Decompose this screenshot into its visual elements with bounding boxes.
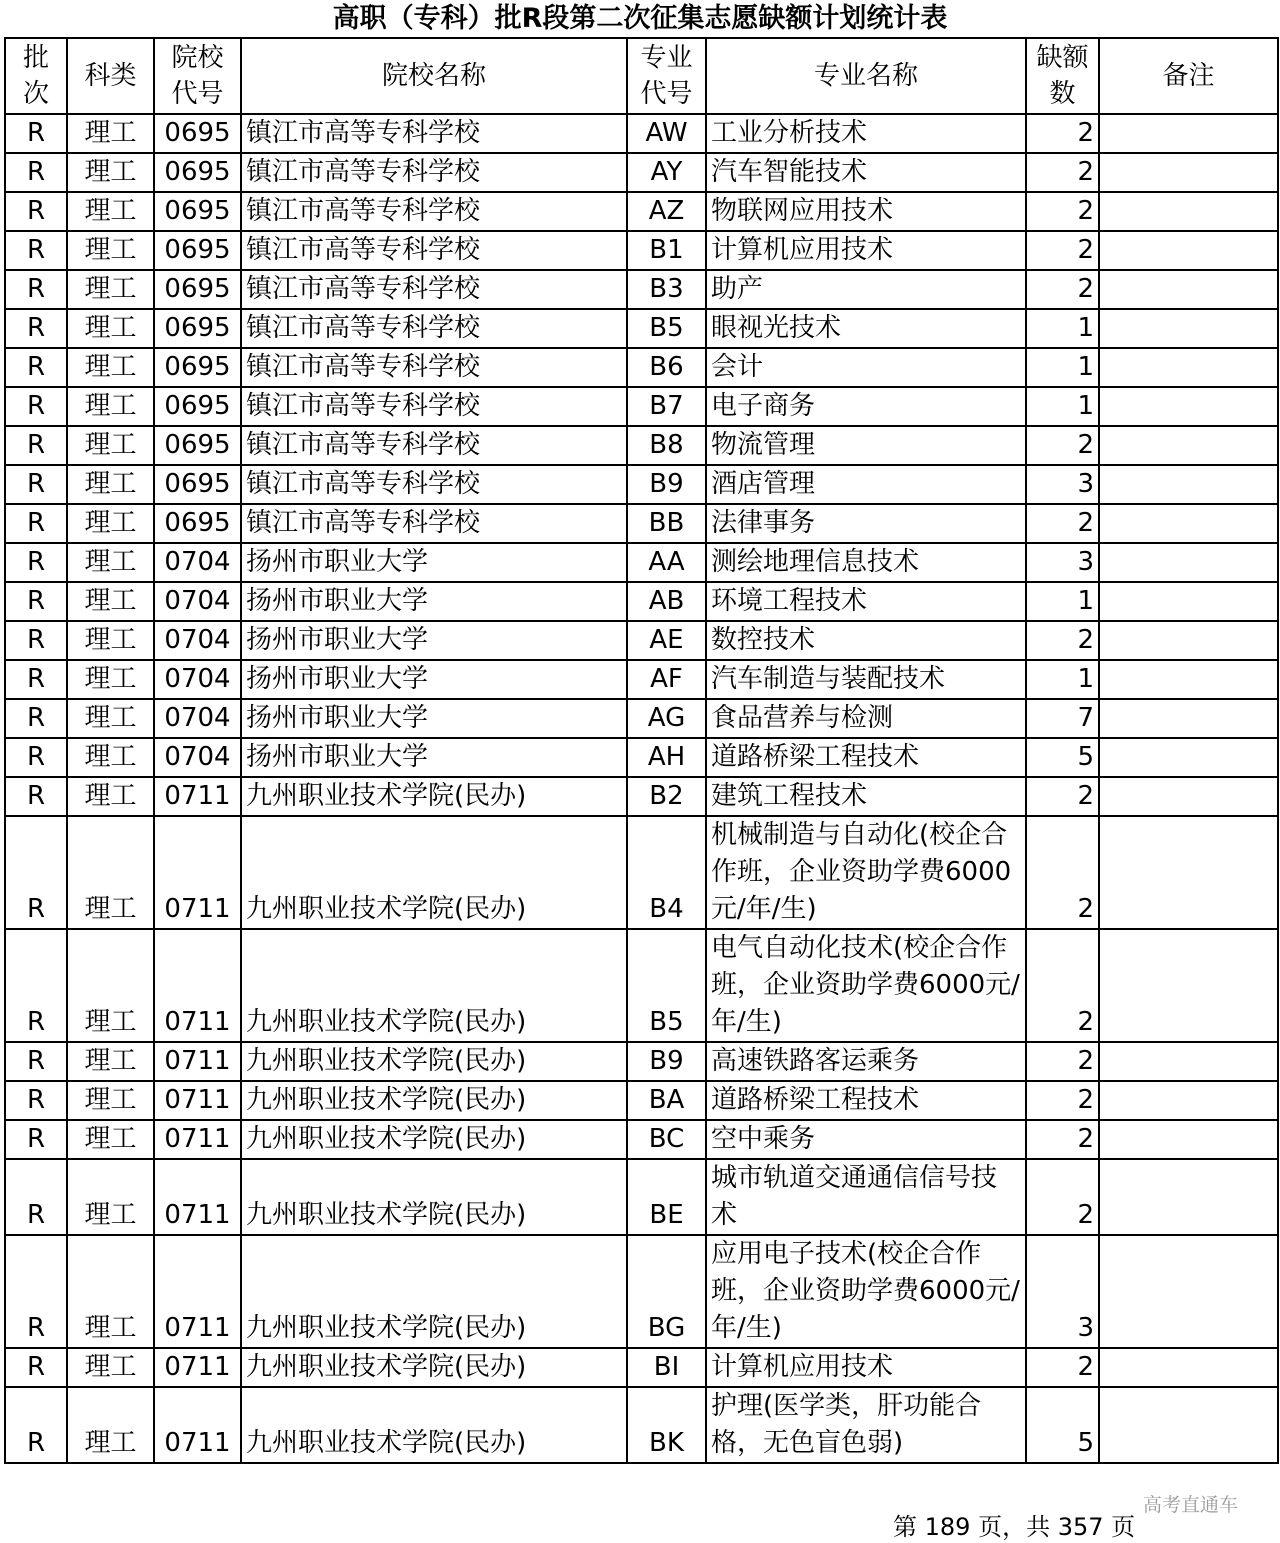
- table-row: [5, 1387, 1278, 1463]
- cell-batch: R: [5, 543, 67, 582]
- cell-major-name: 数控技术: [706, 621, 1026, 660]
- cell-remarks: [1099, 192, 1278, 231]
- cell-batch: R: [5, 270, 67, 309]
- cell-major-name: 物流管理: [706, 426, 1026, 465]
- cell-remarks: [1099, 1081, 1278, 1120]
- cell-category: 理工: [67, 153, 154, 192]
- cell-category: 理工: [67, 348, 154, 387]
- cell-batch: R: [5, 348, 67, 387]
- cell-school-code: 0695: [154, 465, 241, 504]
- cell-school-name: 扬州市职业大学: [241, 543, 627, 582]
- table-row: [5, 348, 1278, 387]
- cell-category: 理工: [67, 1387, 154, 1463]
- cell-vacancies: 3: [1026, 543, 1099, 582]
- table-row: [5, 114, 1278, 153]
- cell-category: 理工: [67, 1081, 154, 1120]
- cell-major-code: B5: [627, 929, 706, 1042]
- header-school-code: 院校代号: [154, 38, 241, 114]
- cell-vacancies: 2: [1026, 816, 1099, 929]
- table-row: [5, 699, 1278, 738]
- cell-batch: R: [5, 231, 67, 270]
- cell-category: 理工: [67, 816, 154, 929]
- cell-major-code: B3: [627, 270, 706, 309]
- cell-vacancies: 2: [1026, 1348, 1099, 1387]
- cell-remarks: [1099, 1235, 1278, 1348]
- cell-school-name: 镇江市高等专科学校: [241, 114, 627, 153]
- cell-major-code: BG: [627, 1235, 706, 1348]
- cell-major-name: 法律事务: [706, 504, 1026, 543]
- cell-school-name: 九州职业技术学院(民办): [241, 929, 627, 1042]
- header-batch: 批次: [5, 38, 67, 114]
- cell-major-name: 助产: [706, 270, 1026, 309]
- cell-major-code: B1: [627, 231, 706, 270]
- table-row: [5, 929, 1278, 1042]
- cell-batch: R: [5, 777, 67, 816]
- table-row: [5, 1235, 1278, 1348]
- cell-major-name: 电子商务: [706, 387, 1026, 426]
- cell-school-name: 九州职业技术学院(民办): [241, 1387, 627, 1463]
- cell-batch: R: [5, 465, 67, 504]
- cell-major-name: 环境工程技术: [706, 582, 1026, 621]
- cell-batch: R: [5, 1387, 67, 1463]
- table-row: [5, 192, 1278, 231]
- cell-major-name: 食品营养与检测: [706, 699, 1026, 738]
- cell-school-code: 0711: [154, 1042, 241, 1081]
- cell-vacancies: 2: [1026, 929, 1099, 1042]
- page-title: 高职（专科）批R段第二次征集志愿缺额计划统计表: [332, 3, 948, 34]
- table-row: [5, 660, 1278, 699]
- cell-batch: R: [5, 114, 67, 153]
- cell-vacancies: 2: [1026, 426, 1099, 465]
- cell-major-code: AW: [627, 114, 706, 153]
- header-major-name: 专业名称: [706, 38, 1026, 114]
- cell-vacancies: 3: [1026, 465, 1099, 504]
- cell-major-code: AZ: [627, 192, 706, 231]
- cell-vacancies: 2: [1026, 153, 1099, 192]
- cell-remarks: [1099, 465, 1278, 504]
- cell-school-code: 0695: [154, 153, 241, 192]
- cell-school-code: 0704: [154, 621, 241, 660]
- table-row: [5, 777, 1278, 816]
- cell-major-code: BK: [627, 1387, 706, 1463]
- cell-major-name: 测绘地理信息技术: [706, 543, 1026, 582]
- cell-category: 理工: [67, 699, 154, 738]
- cell-major-code: B5: [627, 309, 706, 348]
- cell-school-name: 九州职业技术学院(民办): [241, 777, 627, 816]
- cell-vacancies: 2: [1026, 1120, 1099, 1159]
- cell-batch: R: [5, 387, 67, 426]
- cell-major-code: AE: [627, 621, 706, 660]
- cell-school-name: 扬州市职业大学: [241, 582, 627, 621]
- cell-batch: R: [5, 1348, 67, 1387]
- cell-school-name: 九州职业技术学院(民办): [241, 816, 627, 929]
- cell-category: 理工: [67, 621, 154, 660]
- cell-school-code: 0704: [154, 699, 241, 738]
- cell-major-name: 工业分析技术: [706, 114, 1026, 153]
- table-row: [5, 1042, 1278, 1081]
- cell-major-code: BE: [627, 1159, 706, 1235]
- cell-school-name: 镇江市高等专科学校: [241, 309, 627, 348]
- cell-school-name: 九州职业技术学院(民办): [241, 1159, 627, 1235]
- cell-major-code: AY: [627, 153, 706, 192]
- cell-category: 理工: [67, 387, 154, 426]
- cell-school-name: 镇江市高等专科学校: [241, 231, 627, 270]
- cell-vacancies: 1: [1026, 309, 1099, 348]
- cell-school-name: 扬州市职业大学: [241, 621, 627, 660]
- cell-school-name: 扬州市职业大学: [241, 699, 627, 738]
- cell-category: 理工: [67, 1235, 154, 1348]
- cell-vacancies: 1: [1026, 582, 1099, 621]
- cell-school-name: 镇江市高等专科学校: [241, 192, 627, 231]
- cell-major-name: 建筑工程技术: [706, 777, 1026, 816]
- cell-major-name: 计算机应用技术: [706, 231, 1026, 270]
- cell-school-code: 0711: [154, 929, 241, 1042]
- cell-school-code: 0711: [154, 816, 241, 929]
- cell-major-name: 高速铁路客运乘务: [706, 1042, 1026, 1081]
- cell-major-name: 护理(医学类，肝功能合格，无色盲色弱): [706, 1387, 1026, 1463]
- cell-school-code: 0695: [154, 348, 241, 387]
- table-row: [5, 816, 1278, 929]
- cell-remarks: [1099, 114, 1278, 153]
- cell-vacancies: 2: [1026, 1042, 1099, 1081]
- cell-remarks: [1099, 1042, 1278, 1081]
- cell-category: 理工: [67, 504, 154, 543]
- cell-major-code: AA: [627, 543, 706, 582]
- cell-vacancies: 1: [1026, 387, 1099, 426]
- cell-school-code: 0695: [154, 309, 241, 348]
- table-row: [5, 582, 1278, 621]
- cell-major-code: B8: [627, 426, 706, 465]
- cell-school-code: 0711: [154, 1348, 241, 1387]
- page-footer: 第 189 页，共 357 页: [893, 1513, 1136, 1541]
- header-remarks: 备注: [1099, 38, 1278, 114]
- cell-remarks: [1099, 1120, 1278, 1159]
- cell-batch: R: [5, 816, 67, 929]
- cell-major-code: B9: [627, 465, 706, 504]
- table-row: [5, 270, 1278, 309]
- cell-category: 理工: [67, 426, 154, 465]
- cell-major-code: AH: [627, 738, 706, 777]
- cell-major-code: BI: [627, 1348, 706, 1387]
- cell-remarks: [1099, 309, 1278, 348]
- table-row: [5, 387, 1278, 426]
- cell-remarks: [1099, 816, 1278, 929]
- cell-remarks: [1099, 1159, 1278, 1235]
- header-school-name: 院校名称: [241, 38, 627, 114]
- cell-major-code: B9: [627, 1042, 706, 1081]
- cell-school-code: 0711: [154, 1235, 241, 1348]
- cell-school-name: 镇江市高等专科学校: [241, 153, 627, 192]
- cell-vacancies: 2: [1026, 621, 1099, 660]
- cell-vacancies: 2: [1026, 777, 1099, 816]
- cell-school-code: 0711: [154, 1081, 241, 1120]
- cell-school-name: 扬州市职业大学: [241, 660, 627, 699]
- cell-remarks: [1099, 777, 1278, 816]
- cell-major-code: BA: [627, 1081, 706, 1120]
- cell-remarks: [1099, 929, 1278, 1042]
- cell-school-name: 镇江市高等专科学校: [241, 504, 627, 543]
- cell-vacancies: 7: [1026, 699, 1099, 738]
- cell-major-name: 机械制造与自动化(校企合作班，企业资助学费6000元/年/生): [706, 816, 1026, 929]
- cell-category: 理工: [67, 465, 154, 504]
- table-row: [5, 309, 1278, 348]
- cell-vacancies: 2: [1026, 192, 1099, 231]
- cell-category: 理工: [67, 1159, 154, 1235]
- cell-vacancies: 1: [1026, 348, 1099, 387]
- header-vacancies: 缺额数: [1026, 38, 1099, 114]
- cell-major-name: 城市轨道交通通信信号技术: [706, 1159, 1026, 1235]
- cell-major-name: 眼视光技术: [706, 309, 1026, 348]
- cell-vacancies: 1: [1026, 660, 1099, 699]
- cell-school-code: 0695: [154, 270, 241, 309]
- cell-vacancies: 2: [1026, 114, 1099, 153]
- cell-remarks: [1099, 504, 1278, 543]
- cell-vacancies: 5: [1026, 738, 1099, 777]
- cell-school-code: 0695: [154, 426, 241, 465]
- cell-remarks: [1099, 582, 1278, 621]
- cell-category: 理工: [67, 929, 154, 1042]
- cell-major-code: AG: [627, 699, 706, 738]
- cell-school-name: 镇江市高等专科学校: [241, 270, 627, 309]
- cell-school-name: 九州职业技术学院(民办): [241, 1348, 627, 1387]
- cell-school-code: 0695: [154, 192, 241, 231]
- cell-category: 理工: [67, 192, 154, 231]
- table-row: [5, 465, 1278, 504]
- cell-school-code: 0704: [154, 582, 241, 621]
- cell-category: 理工: [67, 660, 154, 699]
- table-row: [5, 543, 1278, 582]
- cell-batch: R: [5, 738, 67, 777]
- cell-school-name: 九州职业技术学院(民办): [241, 1235, 627, 1348]
- cell-category: 理工: [67, 1120, 154, 1159]
- table-row: [5, 231, 1278, 270]
- vacancy-plan-table: [4, 37, 1279, 1464]
- cell-remarks: [1099, 348, 1278, 387]
- cell-school-code: 0704: [154, 543, 241, 582]
- cell-major-name: 会计: [706, 348, 1026, 387]
- cell-school-code: 0711: [154, 1120, 241, 1159]
- cell-school-code: 0695: [154, 504, 241, 543]
- cell-batch: R: [5, 699, 67, 738]
- cell-school-code: 0711: [154, 777, 241, 816]
- cell-major-name: 汽车制造与装配技术: [706, 660, 1026, 699]
- cell-major-code: AB: [627, 582, 706, 621]
- cell-major-name: 应用电子技术(校企合作班，企业资助学费6000元/年/生): [706, 1235, 1026, 1348]
- cell-major-name: 汽车智能技术: [706, 153, 1026, 192]
- cell-batch: R: [5, 1081, 67, 1120]
- cell-major-code: BB: [627, 504, 706, 543]
- cell-school-name: 镇江市高等专科学校: [241, 426, 627, 465]
- cell-remarks: [1099, 660, 1278, 699]
- cell-vacancies: 5: [1026, 1387, 1099, 1463]
- cell-batch: R: [5, 929, 67, 1042]
- cell-remarks: [1099, 1348, 1278, 1387]
- cell-vacancies: 2: [1026, 1159, 1099, 1235]
- cell-school-code: 0695: [154, 387, 241, 426]
- cell-school-code: 0695: [154, 114, 241, 153]
- table-row: [5, 1348, 1278, 1387]
- cell-remarks: [1099, 387, 1278, 426]
- cell-remarks: [1099, 270, 1278, 309]
- cell-school-name: 镇江市高等专科学校: [241, 387, 627, 426]
- cell-batch: R: [5, 1235, 67, 1348]
- header-category: 科类: [67, 38, 154, 114]
- table-row: [5, 153, 1278, 192]
- table-body: [5, 114, 1278, 1463]
- cell-remarks: [1099, 543, 1278, 582]
- cell-school-code: 0695: [154, 231, 241, 270]
- cell-category: 理工: [67, 543, 154, 582]
- cell-remarks: [1099, 153, 1278, 192]
- cell-major-name: 空中乘务: [706, 1120, 1026, 1159]
- cell-batch: R: [5, 153, 67, 192]
- cell-category: 理工: [67, 114, 154, 153]
- cell-category: 理工: [67, 582, 154, 621]
- cell-major-name: 道路桥梁工程技术: [706, 738, 1026, 777]
- cell-major-code: B4: [627, 816, 706, 929]
- cell-batch: R: [5, 660, 67, 699]
- cell-major-name: 物联网应用技术: [706, 192, 1026, 231]
- cell-major-code: AF: [627, 660, 706, 699]
- cell-major-code: B2: [627, 777, 706, 816]
- table-row: [5, 1159, 1278, 1235]
- table-row: [5, 426, 1278, 465]
- cell-school-name: 九州职业技术学院(民办): [241, 1120, 627, 1159]
- cell-major-name: 计算机应用技术: [706, 1348, 1026, 1387]
- cell-school-name: 镇江市高等专科学校: [241, 465, 627, 504]
- cell-remarks: [1099, 699, 1278, 738]
- cell-batch: R: [5, 192, 67, 231]
- cell-batch: R: [5, 582, 67, 621]
- table-row: [5, 1081, 1278, 1120]
- cell-school-code: 0711: [154, 1159, 241, 1235]
- cell-major-code: B6: [627, 348, 706, 387]
- cell-vacancies: 3: [1026, 1235, 1099, 1348]
- cell-major-name: 道路桥梁工程技术: [706, 1081, 1026, 1120]
- cell-batch: R: [5, 504, 67, 543]
- cell-remarks: [1099, 1387, 1278, 1463]
- cell-category: 理工: [67, 1042, 154, 1081]
- cell-category: 理工: [67, 270, 154, 309]
- cell-category: 理工: [67, 738, 154, 777]
- cell-major-code: BC: [627, 1120, 706, 1159]
- table-row: [5, 621, 1278, 660]
- cell-major-name: 酒店管理: [706, 465, 1026, 504]
- cell-category: 理工: [67, 231, 154, 270]
- table-row: [5, 1120, 1278, 1159]
- cell-batch: R: [5, 1120, 67, 1159]
- cell-batch: R: [5, 1042, 67, 1081]
- cell-remarks: [1099, 231, 1278, 270]
- cell-category: 理工: [67, 777, 154, 816]
- cell-category: 理工: [67, 1348, 154, 1387]
- cell-major-code: B7: [627, 387, 706, 426]
- cell-batch: R: [5, 309, 67, 348]
- cell-school-name: 镇江市高等专科学校: [241, 348, 627, 387]
- watermark: 高考直通车: [1143, 1494, 1239, 1516]
- cell-category: 理工: [67, 309, 154, 348]
- cell-remarks: [1099, 738, 1278, 777]
- header-row: [5, 38, 1278, 114]
- cell-school-name: 扬州市职业大学: [241, 738, 627, 777]
- cell-batch: R: [5, 621, 67, 660]
- cell-school-code: 0704: [154, 660, 241, 699]
- cell-school-name: 九州职业技术学院(民办): [241, 1081, 627, 1120]
- cell-school-name: 九州职业技术学院(民办): [241, 1042, 627, 1081]
- header-major-code: 专业代号: [627, 38, 706, 114]
- cell-remarks: [1099, 621, 1278, 660]
- cell-vacancies: 2: [1026, 231, 1099, 270]
- cell-school-code: 0711: [154, 1387, 241, 1463]
- cell-batch: R: [5, 426, 67, 465]
- cell-vacancies: 2: [1026, 1081, 1099, 1120]
- table-row: [5, 504, 1278, 543]
- cell-vacancies: 2: [1026, 504, 1099, 543]
- table-row: [5, 738, 1278, 777]
- cell-major-name: 电气自动化技术(校企合作班，企业资助学费6000元/年/生): [706, 929, 1026, 1042]
- cell-school-code: 0704: [154, 738, 241, 777]
- cell-vacancies: 2: [1026, 270, 1099, 309]
- cell-remarks: [1099, 426, 1278, 465]
- cell-batch: R: [5, 1159, 67, 1235]
